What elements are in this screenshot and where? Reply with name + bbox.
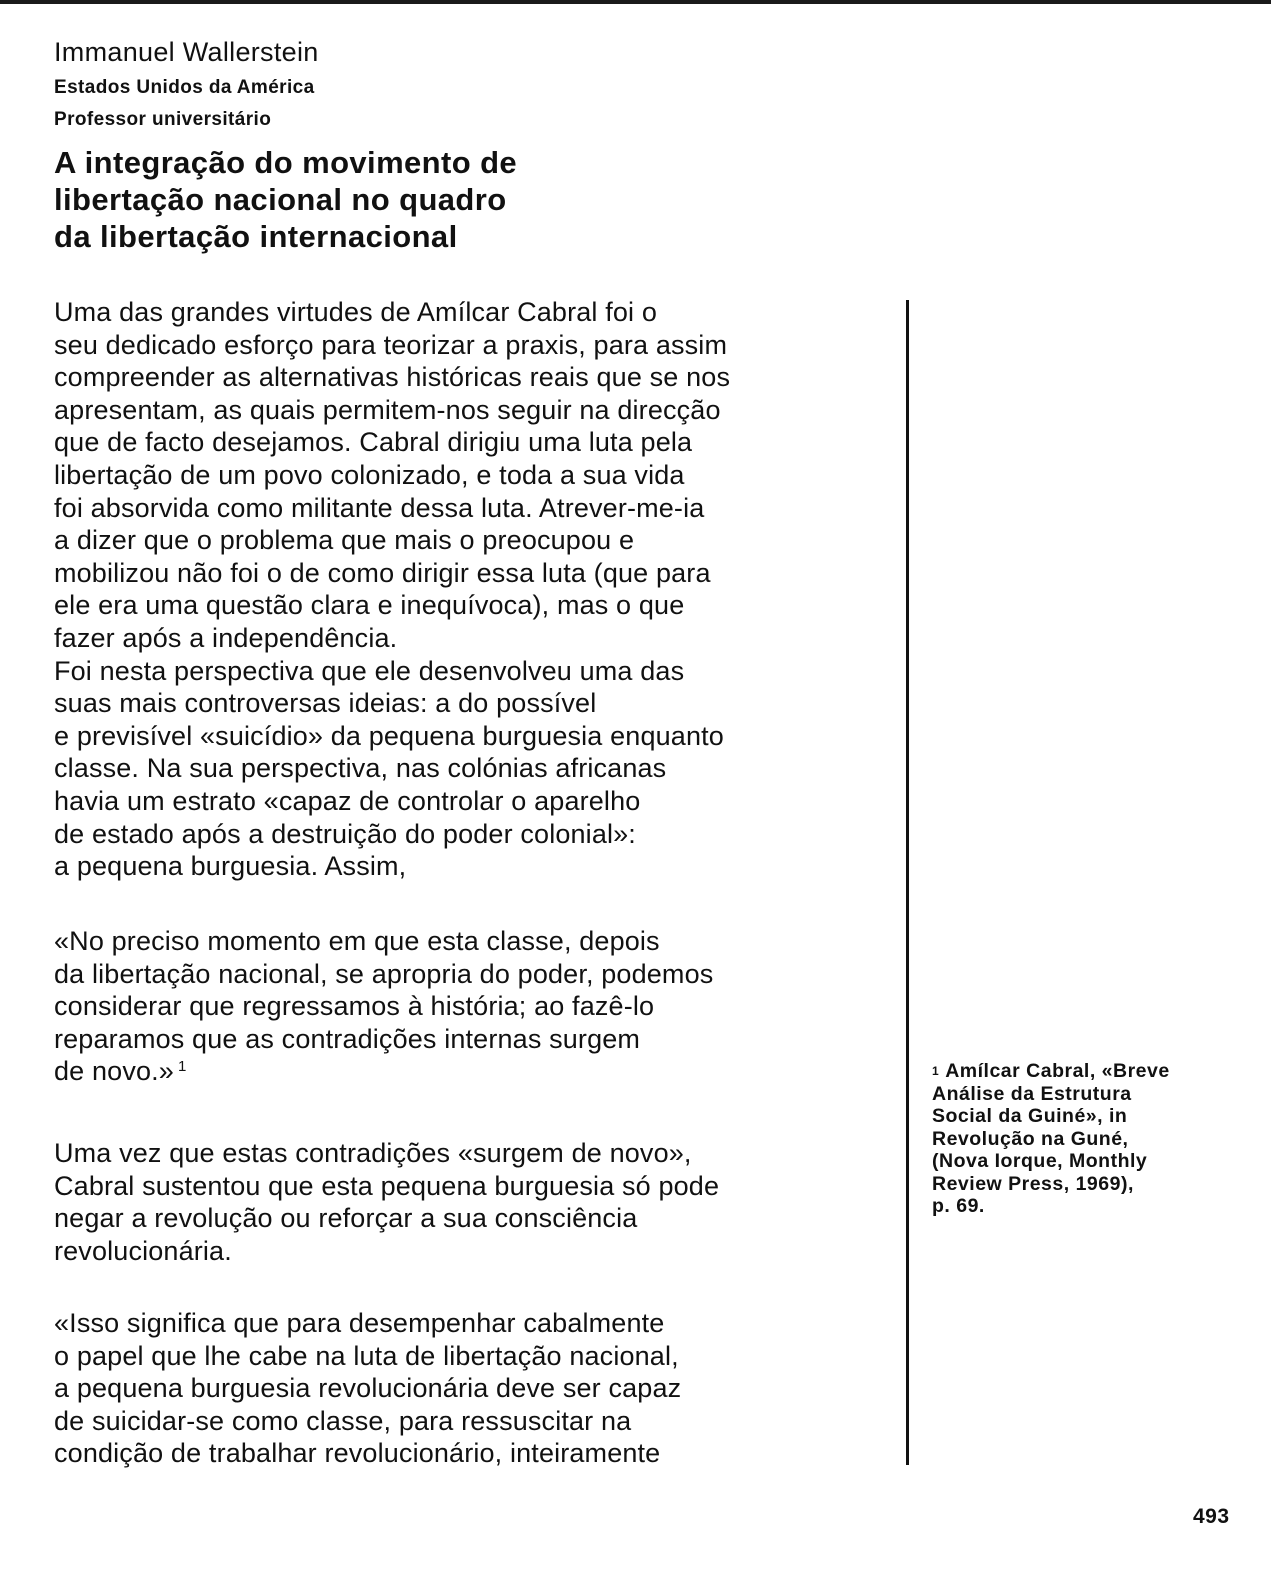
footnote-line: p. 69.: [932, 1195, 985, 1217]
footnote-line: Revolução na Guné,: [932, 1127, 1129, 1150]
text-line: da libertação nacional, se apropria do poder, podemos: [54, 958, 714, 989]
footnote-text: Amílcar Cabral, «Breve: [945, 1060, 1170, 1082]
article-title: [54, 144, 654, 255]
text-line: revolucionária.: [54, 1235, 232, 1266]
text-line: o papel que lhe cabe na luta de libertação nacional,: [54, 1340, 679, 1371]
footnote-line: (Nova Iorque, Monthly: [932, 1150, 1148, 1172]
footnote-line: [932, 1060, 1232, 1083]
text-line: Foi nesta perspectiva que ele desenvolveu uma das: [54, 655, 685, 686]
text-line: compreender as alternativas históricas reais que se nos: [54, 362, 731, 393]
text-line: libertação de um povo colonizado, e toda a sua vida: [54, 459, 685, 490]
text-line: classe. Na sua perspectiva, nas colónias africanas: [54, 753, 667, 784]
text-line: Uma das grandes virtudes de Amílcar Cabral foi o: [54, 297, 657, 327]
text-line: havia um estrato «capaz de controlar o aparelho: [54, 785, 641, 816]
footnote-line: Análise da Estrutura: [932, 1082, 1132, 1105]
footnote: [932, 1060, 1232, 1218]
text-line: Uma vez que estas contradições «surgem de novo»,: [54, 1138, 692, 1168]
margin-divider-rule: [906, 300, 909, 1465]
text-line: condição de trabalhar revolucionário, inteiramente: [54, 1438, 661, 1469]
text-line: apresentam, as quais permitem-nos seguir na direcção: [54, 394, 721, 425]
footnote-line: Review Press, 1969),: [932, 1172, 1134, 1195]
block-quote-2: [54, 1307, 904, 1470]
author-role: Professor universitário: [54, 109, 272, 130]
author-name: Immanuel Wallerstein: [54, 37, 319, 67]
body-paragraph-1: [54, 296, 904, 883]
text-line: a dizer que o problema que mais o preocupou e: [54, 525, 635, 556]
text-line: e previsível «suicídio» da pequena burguesia enquanto: [54, 720, 724, 751]
quote-end-text: de novo.»: [54, 1056, 174, 1087]
text-line: ele era uma questão clara e inequívoca), mas o que: [54, 590, 685, 621]
body-paragraph-2: [54, 1137, 904, 1267]
text-line: considerar que regressamos à história; ao fazê-lo: [54, 991, 655, 1022]
text-line: que de facto desejamos. Cabral dirigiu uma luta pela: [54, 427, 693, 458]
title-line: da libertação internacional: [54, 219, 458, 254]
title-line: A integração do movimento de: [54, 145, 518, 180]
author-country: Estados Unidos da América: [54, 77, 315, 98]
text-line: de suicidar-se como classe, para ressuscitar na: [54, 1405, 632, 1436]
text-line: negar a revolução ou reforçar a sua consciência: [54, 1203, 638, 1234]
block-quote-1: [54, 925, 904, 1088]
text-line: a pequena burguesia. Assim,: [54, 851, 407, 882]
footnote-line: Social da Guiné», in: [932, 1105, 1128, 1127]
text-line: «Isso significa que para desempenhar cabalmente: [54, 1308, 665, 1338]
text-line: [54, 1055, 904, 1088]
text-line: seu dedicado esforço para teorizar a praxis, para assim: [54, 329, 728, 360]
text-line: «No preciso momento em que esta classe, depois: [54, 926, 660, 956]
text-line: foi absorvida como militante dessa luta. Atrever-me-ia: [54, 492, 705, 523]
footnote-reference[interactable]: 1: [177, 1058, 187, 1076]
text-line: suas mais controversas ideias: a do possível: [54, 688, 597, 719]
text-line: mobilizou não foi o de como dirigir essa luta (que para: [54, 557, 711, 588]
text-line: Cabral sustentou que esta pequena burguesia só pode: [54, 1170, 720, 1201]
scan-top-border: [0, 0, 1271, 4]
title-line: libertação nacional no quadro: [54, 182, 507, 217]
text-line: fazer após a independência.: [54, 622, 398, 653]
text-line: reparamos que as contradições internas surgem: [54, 1023, 641, 1054]
text-line: de estado após a destruição do poder colonial»:: [54, 818, 636, 849]
text-line: a pequena burguesia revolucionária deve ser capaz: [54, 1373, 682, 1404]
page-number: 493: [1193, 1505, 1230, 1528]
footnote-marker: 1: [932, 1064, 940, 1078]
